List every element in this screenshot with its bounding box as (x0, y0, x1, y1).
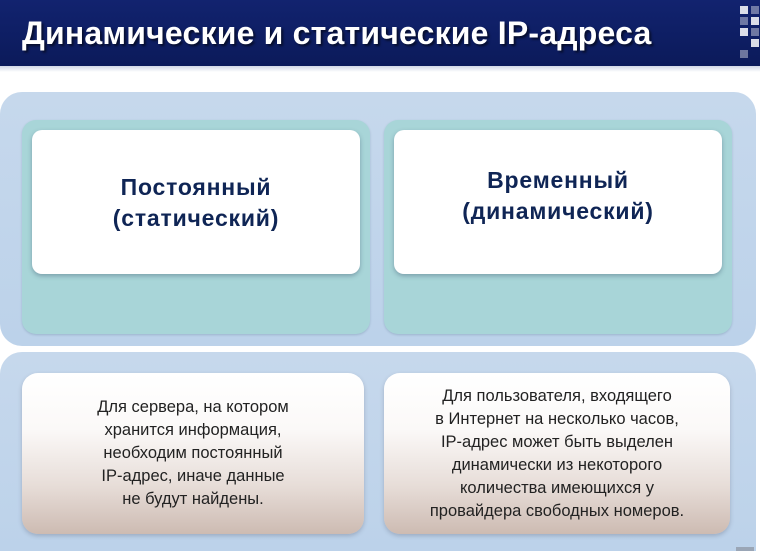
description-line: необходим постоянный (103, 444, 283, 462)
description-line: количества имеющихся у (460, 478, 654, 497)
static-heading-line: (статический) (112, 205, 280, 231)
static-heading-line: Постоянный (120, 174, 272, 200)
description-line: IP-адрес может быть выделен (440, 432, 674, 451)
static-description-card (22, 373, 364, 534)
description-line: провайдера свободных номеров. (429, 501, 685, 520)
dynamic-heading-line: Временный (487, 167, 629, 193)
dynamic-description-card (384, 373, 730, 534)
static-heading-card (32, 130, 360, 274)
static-description (97, 396, 289, 511)
description-line: IP-адрес, иначе данные (101, 467, 285, 485)
title-bar (0, 0, 760, 66)
description-line: в Интернет на несколько часов, (435, 409, 679, 428)
dynamic-heading-card (394, 130, 722, 274)
corner-mark (736, 547, 754, 551)
dynamic-heading (462, 165, 654, 227)
description-line: не будут найдены. (122, 490, 264, 508)
title-decoration (740, 6, 760, 64)
slide-title: Динамические и статические IP-адреса (22, 15, 652, 51)
description-line: Для пользователя, входящего (442, 386, 672, 405)
description-line: хранится информация, (104, 421, 282, 439)
dynamic-description (430, 385, 684, 523)
description-line: Для сервера, на котором (97, 398, 289, 416)
title-shadow (0, 66, 760, 72)
static-heading (113, 172, 279, 234)
description-line: динамически из некоторого (451, 455, 663, 474)
dynamic-heading-line: (динамический) (462, 198, 654, 224)
